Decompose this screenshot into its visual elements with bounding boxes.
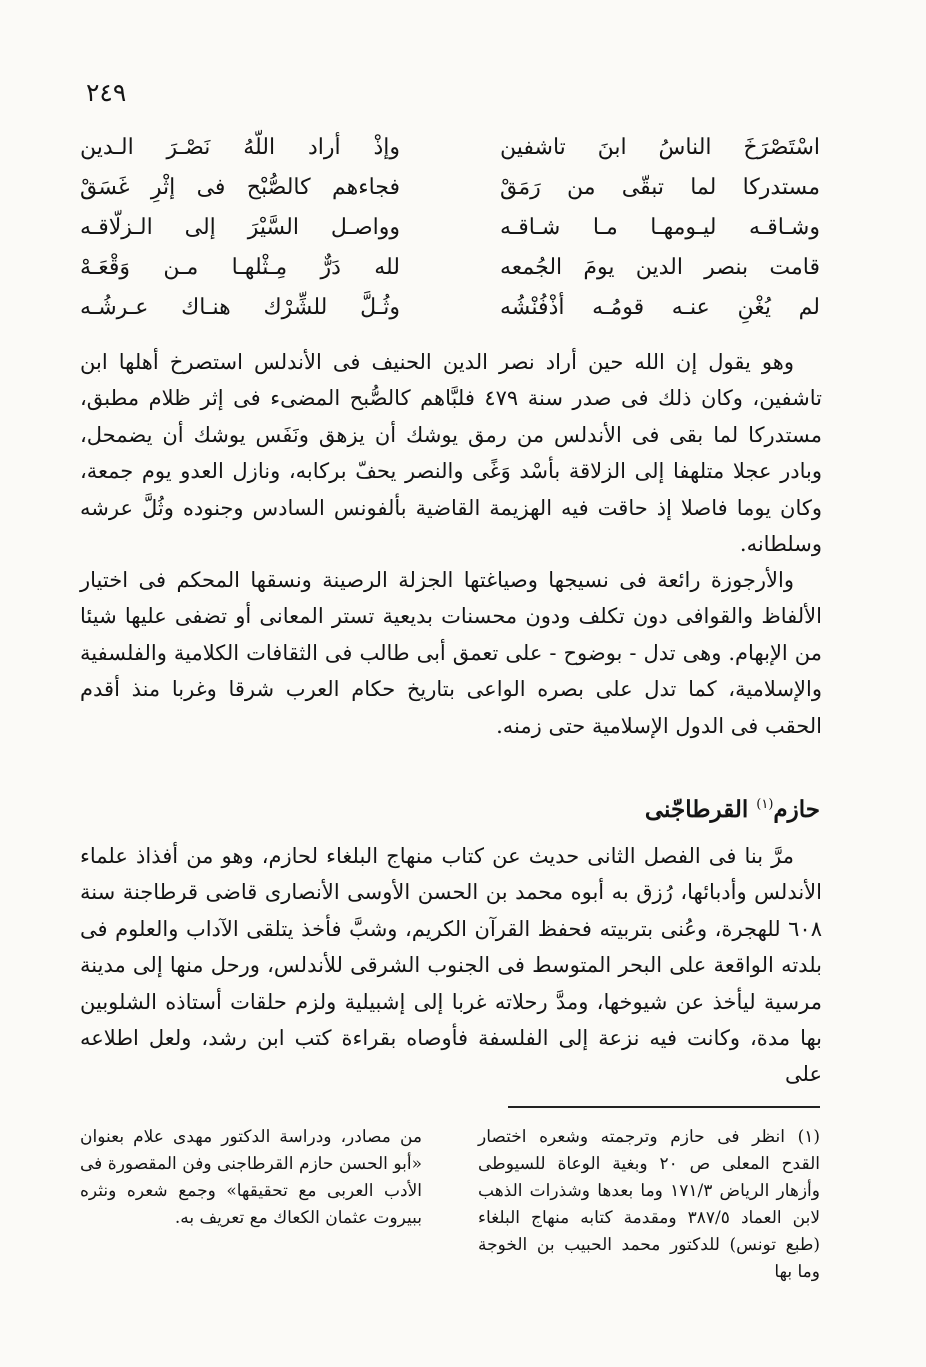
section-heading <box>645 796 820 823</box>
verse-line <box>80 168 820 208</box>
hemistich-left: وشـاقـه ليـومهـا مـا شـاقـه <box>500 215 820 240</box>
hemistich-right: وإذْ أراد اللّهُ نَصْـرَ الـدين <box>80 135 400 160</box>
footnote-divider <box>508 1106 820 1108</box>
hemistich-left: اسْتَصْرَخَ الناسُ ابنَ تاشفين <box>500 135 820 160</box>
hemistich-left: مستدركا لما تبقّى من رَمَقْ <box>500 175 820 200</box>
heading-name: حازم <box>773 796 820 823</box>
verse-line <box>80 248 820 288</box>
hemistich-right: فجاءهم كالصُّبْح فى إثْرِ غَسَقْ <box>80 175 400 200</box>
paragraph-hazim <box>80 838 822 1093</box>
paragraph-text: مرَّ بنا فى الفصل الثانى حديث عن كتاب منهاج البلغاء لحازم، وهو من أفذاذ علماء الأندلس وأدبائها، رُزق به أبوه محمد بن الحسن الأوسى الأنصارى قاضى قرطاجنة سنة ٦٠٨ للهجرة، وعُنى بتربيته فحفظ القرآن الكريم، وشبَّ فأخذ يتلقى الآداب والعلوم فى بلدته الواقعة على البحر المتوسط فى الجنوب الشرقى للأندلس، ورحل منها إلى مدينة مرسية ليأخذ عن شيوخها، ومدَّ رحلاته غربا إلى إشبيلية ولزم حلقات أستاذه الشلوبين بها مدة، وكانت فيه نزعة إلى الفلسفة فأوصاه بقراءة كتب ابن رشد، ولعل اطلاعه على <box>80 844 822 1087</box>
page-number: ٢٤٩ <box>86 78 127 107</box>
verse-line <box>80 128 820 168</box>
verse-line <box>80 288 820 328</box>
hemistich-left: قامت بنصر الدين يومَ الجُمعه <box>500 255 820 280</box>
paragraph-text: وهو يقول إن الله حين أراد نصر الدين الحنيف فى الأندلس استصرخ أهلها ابن تاشفين، وكان ذلك فى صدر سنة ٤٧٩ فلبَّاهم كالصُّبح المضىء فى إثر ظلام مطبق، مستدركا لما بقى فى الأندلس من رمق يوشك أن يزهق ونَفَس يوشك أن يضمحل، وبادر عجلا متلهفا إلى الزلاقة بأسْد وَغًى والنصر يحفّ بركابه، ونازل العدو يوم جمعة، وكان يوما فاصلا إذ حاقت فيه الهزيمة القاضية بألفونس السادس وجنوده وثُلَّ عرشه وسلطانه. <box>80 350 822 557</box>
hemistich-right: لله دَرٌّ مِـثْلهـا مـن وَقْعَـهْ <box>80 255 400 280</box>
heading-nisba: القرطاجّنى <box>644 796 749 823</box>
hemistich-right: وواصـل السَّيْرَ إلى الـزلّاقـه <box>80 215 400 240</box>
footnote-column-right: (١) انظر فى حازم وترجمته وشعره اختصار القدح المعلى ص ٢٠ وبغية الوعاة للسيوطى وأزهار الرياض ١٧١/٣ وما بعدها وشذرات الذهب لابن العماد ٣٨٧/٥ ومقدمة كتابه منهاج البلغاء (طبع تونس) للدكتور محمد الحبيب بن الخوجة وما بها <box>478 1127 821 1282</box>
hemistich-right: وثُـلَّ للشِّرْك هنـاك عـرشُـه <box>80 295 400 320</box>
footnote-column-left: من مصادر، ودراسة الدكتور مهدى علام بعنوان «أبو الحسن حازم القرطاجنى وفن المقصورة فى الأدب العربى مع تحقيقها» وجمع شعره ونثره ببيروت عثمان الكعاك مع تعريف به. <box>80 1127 422 1228</box>
paragraph-text: والأرجوزة رائعة فى نسيجها وصياغتها الجزلة الرصينة ونسقها المحكم فى اختيار الألفاظ والقوافى دون تكلف ودون محسنات بديعية تستر المعانى أو تضفى عليها شيئا من الإبهام. وهى تدل - بوضوح - على تعمق أبى طالب فى الثقافات الكلامية والفلسفية والإسلامية، كما تدل على بصره الواعى بتاريخ حكام العرب شرقا وغربا منذ أقدم الحقب فى الدول الإسلامية حتى زمنه. <box>80 568 822 738</box>
footnote-marker: (١) <box>756 797 774 812</box>
verse-line <box>80 208 820 248</box>
paragraph-explanation <box>80 344 822 562</box>
poem-block <box>80 128 820 328</box>
hemistich-left: لم يُغْنِ عنـه قومُـه أذْفُنْشُه <box>500 295 820 320</box>
paragraph-urjuza <box>80 562 822 744</box>
